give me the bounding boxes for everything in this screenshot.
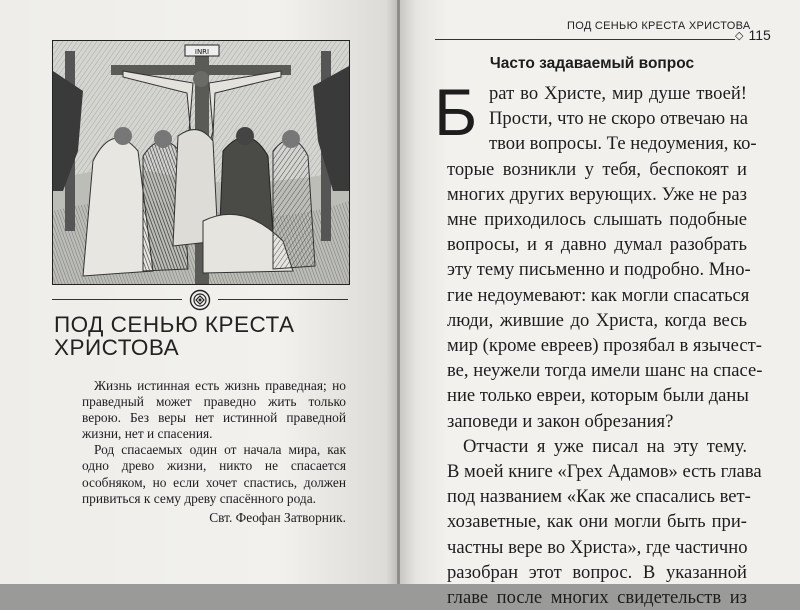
epigraph <box>82 378 346 526</box>
page-number <box>735 27 771 43</box>
text-line: ве, неужели тогда имели шанс на спасе- <box>447 360 763 382</box>
text-line: под названием «Как же спасались вет- <box>447 486 751 508</box>
section-title-line2: ХРИСТОВА <box>54 335 180 360</box>
text-line: люди, жившие до Христа, когда весь <box>447 309 747 331</box>
text-line: хозаветные, как они могли быть при- <box>447 511 747 533</box>
text-line: многих других верующих. Уже не раз <box>447 183 747 205</box>
engraving-art <box>53 41 349 284</box>
left-page <box>0 0 398 584</box>
text-line: мир (кроме евреев) прозябал в язычест- <box>447 335 762 357</box>
header-rule <box>435 39 735 40</box>
text-line: эту тему письменно и подробно. Мно- <box>447 259 751 281</box>
crucifixion-engraving <box>52 40 350 285</box>
page-number-value: 115 <box>748 27 771 43</box>
epigraph-author: Свт. Феофан Затворник. <box>209 509 346 525</box>
text-line: частны вере во Христа», где частично <box>447 536 748 558</box>
epigraph-paragraph-1: Жизнь истинная есть жизнь праведная; но праведный может праведно жить только верою. Без веры нет истинной праведной жизни, нет и спасения. <box>82 378 346 442</box>
text-line: рат во Христе, мир душе твоей! <box>489 83 747 104</box>
text-line: гие недоумевают: как могли спасаться <box>447 284 750 306</box>
text-line: Прости, что не скоро отвечаю на <box>489 108 749 130</box>
drop-cap: Б <box>434 75 478 149</box>
diamond-icon: ◇ <box>735 30 744 42</box>
text-line: твои вопросы. Те недоумения, ко- <box>489 133 757 155</box>
running-header: ПОД СЕНЬЮ КРЕСТА ХРИСТОВА <box>567 20 751 32</box>
text-line: Отчасти я уже писал на эту тему. <box>463 435 747 457</box>
text-line: вопросы, и я давно думал разобрать <box>447 234 747 256</box>
text-line: заповеди и закон обрезания? <box>447 410 674 432</box>
section-title <box>54 313 364 359</box>
article-body <box>434 75 763 610</box>
text-line: главе после многих свидетельств из <box>447 587 747 609</box>
paragraph-1 <box>447 81 763 434</box>
text-line: торые возникли у тебя, беспокоят и <box>447 158 747 180</box>
text-line: разобран этот вопрос. В указанной <box>447 561 747 583</box>
knot-ornament-icon <box>189 289 211 311</box>
text-line: В моей книге «Грех Адамов» есть глава <box>447 461 762 483</box>
inri-inscription: INRI <box>194 48 210 56</box>
epigraph-paragraph-2: Род спасаемых один от начала мира, как одно древо жизни, никто не спасается особняком, но если хочет спастись, должен привиться к сему древу спасённого рода. <box>82 442 346 506</box>
text-line: ние только евреи, которым были даны <box>447 385 749 407</box>
section-title-line1: ПОД СЕНЬЮ КРЕСТА <box>54 312 295 337</box>
text-line: мне приходилось слышать подобные <box>447 209 747 231</box>
article-heading: Часто задаваемый вопрос <box>489 55 695 72</box>
